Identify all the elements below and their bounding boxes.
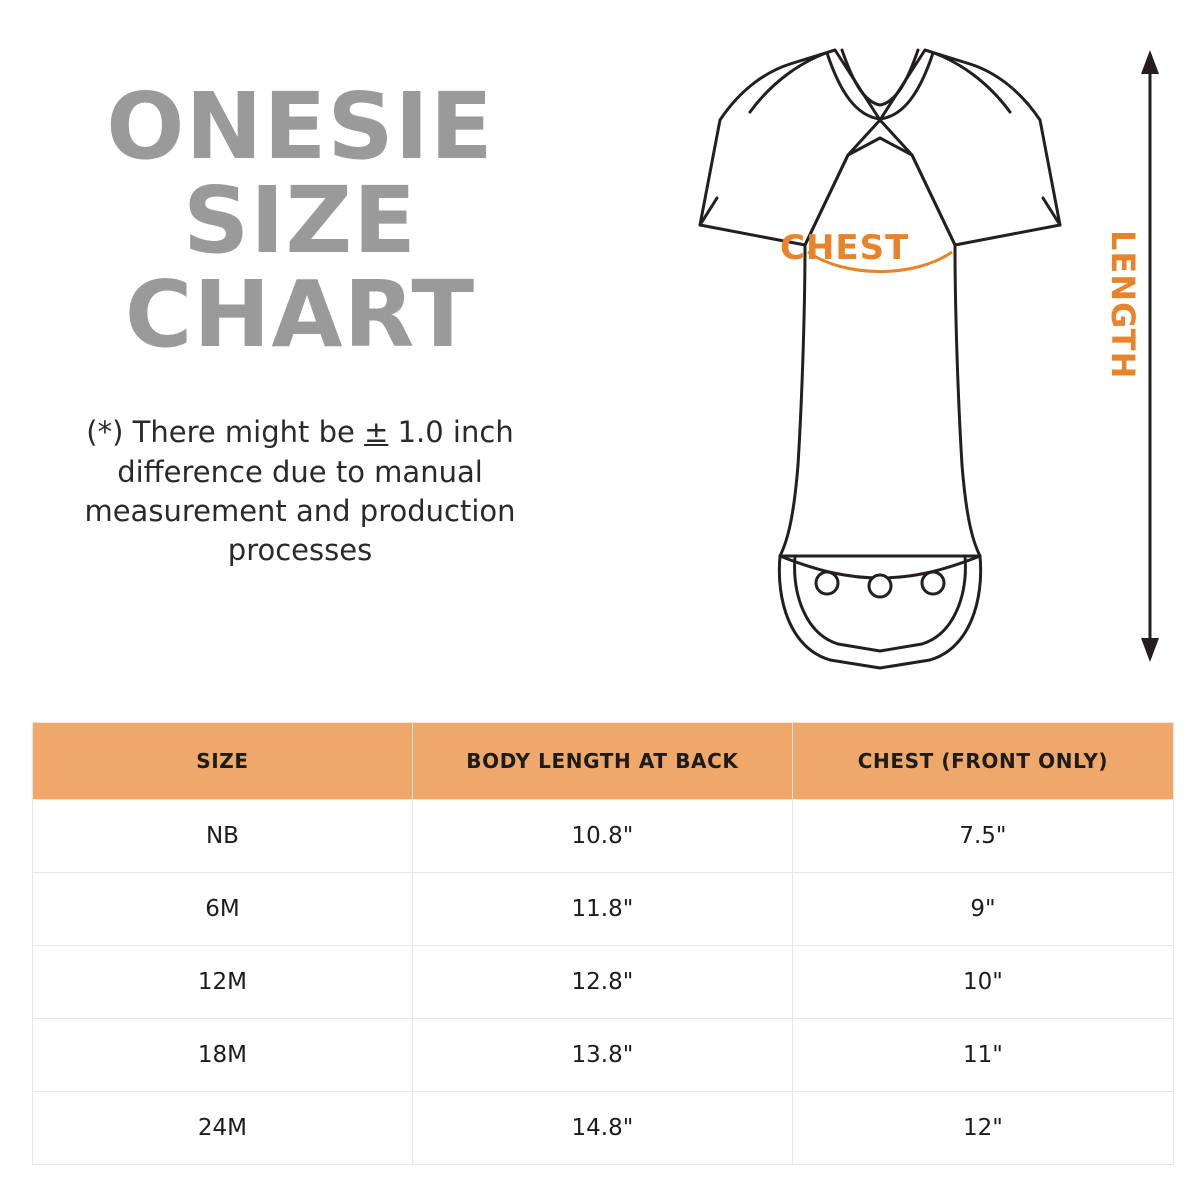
- cell-chest: 9": [792, 873, 1173, 946]
- cell-chest: 12": [792, 1092, 1173, 1165]
- column-header-size: SIZE: [33, 723, 413, 800]
- size-chart-table: [32, 722, 1174, 1165]
- disclaimer-prefix: (*) There might be: [86, 415, 365, 450]
- cell-body-length: 11.8": [412, 873, 792, 946]
- table-row: [33, 873, 1174, 946]
- table-row: [33, 946, 1174, 1019]
- table-row: [33, 800, 1174, 873]
- title-line-3: CHART: [124, 260, 476, 368]
- cell-chest: 10": [792, 946, 1173, 1019]
- table-row: [33, 1019, 1174, 1092]
- title-line-1: ONESIE: [106, 73, 494, 180]
- column-header-chest: CHEST (FRONT ONLY): [792, 723, 1173, 800]
- snap-buttons: [816, 572, 944, 597]
- cell-size: 18M: [33, 1019, 413, 1092]
- snap-button-right: [922, 572, 944, 594]
- cell-body-length: 14.8": [412, 1092, 792, 1165]
- plus-minus-symbol: ±: [364, 415, 389, 450]
- table-header: [33, 723, 1174, 800]
- length-arrow-head-bottom: [1141, 638, 1159, 662]
- table-row: [33, 1092, 1174, 1165]
- snap-button-left: [816, 572, 838, 594]
- cell-size: 12M: [33, 946, 413, 1019]
- onesie-illustration: [580, 20, 1180, 690]
- cell-size: 6M: [33, 873, 413, 946]
- table-body: [33, 800, 1174, 1165]
- length-label: LENGTH: [1104, 230, 1142, 380]
- table-header-row: [33, 723, 1174, 800]
- neckline-inner: [842, 50, 918, 105]
- page-title: [40, 73, 560, 368]
- shoulder-seam-left: [750, 50, 835, 112]
- title-line-2: SIZE: [182, 166, 418, 274]
- chest-label: CHEST: [780, 228, 910, 268]
- cell-body-length: 12.8": [412, 946, 792, 1019]
- disclaimer-suffix: 1.0 inch difference due to manual measurement and production processes: [84, 415, 516, 567]
- torso: [780, 138, 980, 556]
- cell-size: NB: [33, 800, 413, 873]
- shoulder-seam-right: [925, 50, 1010, 112]
- cell-body-length: 10.8": [412, 800, 792, 873]
- cell-size: 24M: [33, 1092, 413, 1165]
- measurement-disclaimer: [40, 413, 560, 570]
- cell-body-length: 13.8": [412, 1019, 792, 1092]
- snap-button-center: [869, 575, 891, 597]
- column-header-body-length: BODY LENGTH AT BACK: [412, 723, 792, 800]
- onesie-diagram-svg: [580, 20, 1180, 690]
- cell-chest: 7.5": [792, 800, 1173, 873]
- length-arrow-head-top: [1141, 50, 1159, 74]
- cell-chest: 11": [792, 1019, 1173, 1092]
- left-panel: [40, 73, 560, 599]
